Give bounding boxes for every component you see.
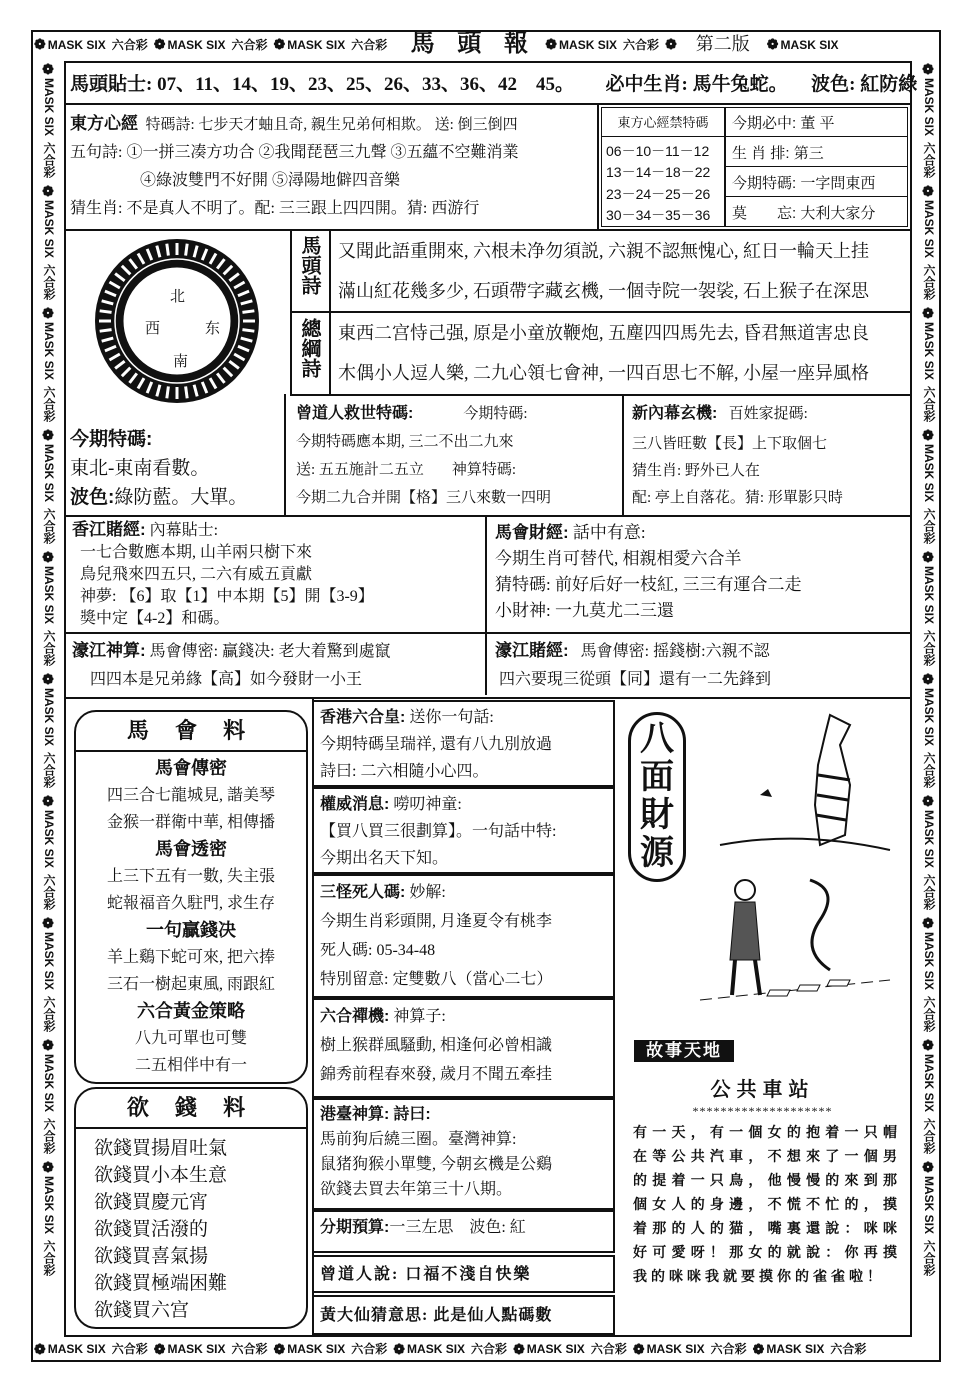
flower-icon: ❁: [632, 1341, 645, 1357]
gangtai-shensuan: [312, 1098, 615, 1210]
mid-line: 今期出名天下知。: [320, 850, 449, 867]
dongfang-title: 東方心經: [70, 114, 138, 133]
dongfang-label: 五句詩:: [70, 144, 123, 161]
divider: [725, 166, 908, 167]
info-label: 生 肖 排:: [732, 145, 790, 162]
mid-line: 欲錢去買去年第三十八期。: [320, 1181, 513, 1198]
divider: [725, 136, 908, 137]
flower-icon: ❁: [41, 794, 57, 811]
mahui-caijing-line: 小財神: 一九莫尤二三還: [495, 601, 674, 620]
xiangjiang-line: 鳥兒飛來四五只, 二六有威五貢獻: [80, 566, 313, 583]
flower-icon: ❁: [921, 672, 937, 689]
ribbon-brand: MASK SIX: [42, 1176, 56, 1235]
info-row: [732, 172, 875, 193]
ribbon-lottery: 六合彩: [231, 1342, 268, 1356]
ribbon-brand: MASK SIX: [646, 1342, 705, 1356]
divider: [601, 136, 725, 137]
ribbon-brand: MASK SIX: [42, 200, 56, 259]
mid-subtitle: 妙解:: [409, 884, 446, 901]
ribbon-lottery: 六合彩: [42, 142, 56, 179]
xiangjiang-subtitle: 內幕貼士:: [149, 522, 219, 539]
section-line: 金猴一群衛中華, 相傳播: [106, 814, 275, 831]
ribbon-brand: MASK SIX: [42, 322, 56, 381]
info-value: 一字問東西: [800, 175, 876, 192]
flower-icon: ❁: [34, 35, 46, 52]
mid-title: 三怪死人碼:: [320, 884, 406, 901]
liuhe-chanji: [312, 998, 615, 1098]
banned-table-header: 東方心經禁特碼: [617, 115, 709, 130]
saying: 黃大仙猜意思: 此是仙人點碼數: [320, 1307, 553, 1324]
yuqian-liao-title: 欲 錢 料: [76, 1089, 306, 1129]
xinneimu-title: 新內幕玄機:: [632, 405, 718, 422]
masthead-char: 報: [503, 31, 528, 57]
ribbon-brand: MASK SIX: [42, 444, 56, 503]
flower-icon: ❁: [153, 35, 166, 52]
compass-tick: [186, 386, 188, 398]
xiangjiang-line: 一七合數應本期, 山羊兩只樹下來: [80, 544, 313, 561]
saying: 曾道人說: 口福不淺自快樂: [320, 1266, 532, 1283]
top-tips: [70, 72, 917, 98]
poem-line: 木偶小人逗人樂, 二九心領七會神, 一四百思七不解, 小屋一座异風格: [338, 363, 869, 383]
ribbon-lottery: 六合彩: [231, 37, 268, 52]
logo-char: 財: [640, 797, 674, 834]
zonggang-poem: [332, 313, 869, 393]
bamian-caiyuan-logo: [628, 712, 686, 882]
masthead: [399, 31, 539, 57]
divider: [290, 394, 912, 396]
quanwei-xiaoxi: [312, 787, 615, 874]
mid-line: 鼠猪狗猴小單雙, 今朝玄機是公鷄: [320, 1156, 553, 1173]
haojiang-shensuan-line: 四四本是兄弟緣【高】如今發財一小王: [90, 671, 363, 688]
xinneimu-line: 三八皆旺數【長】上下取個七: [632, 436, 828, 452]
mahui-caijing-section: [495, 520, 801, 624]
ribbon-brand: MASK SIX: [42, 78, 56, 137]
xiangjiang-line: 神夢: 【6】取【1】中本期【5】開【3-9】: [80, 588, 374, 605]
ribbon-brand: MASK SIX: [42, 566, 56, 625]
ribbon-brand: MASK SIX: [42, 810, 56, 869]
mid-line: 特別留意: 定雙數八（當心二七）: [320, 971, 553, 988]
mid-title: 港臺神算:: [320, 1106, 390, 1123]
flower-icon: ❁: [921, 794, 937, 811]
info-value: 董 平: [800, 115, 835, 132]
haojiang-dujing: [495, 637, 771, 694]
color-value: 紅防綠: [860, 74, 918, 95]
flower-icon: ❁: [921, 1038, 937, 1055]
man-illustration: [660, 860, 900, 1020]
story-title: 公共車站: [710, 1079, 815, 1101]
ribbon-brand: MASK SIX: [922, 200, 936, 259]
info-row: [732, 112, 835, 133]
flower-icon: ❁: [665, 35, 677, 52]
flower-icon: ❁: [921, 1160, 937, 1177]
ribbon-lottery: 六合彩: [42, 630, 56, 667]
banned-row: 06－10－11－12: [606, 143, 710, 159]
story-tag: 故事天地: [634, 1040, 734, 1062]
ribbon-lottery: 六合彩: [111, 1342, 148, 1356]
section-line: 四三合七龍城見, 諧美琴: [106, 787, 275, 804]
compass-tick: [167, 386, 169, 398]
flower-icon: ❁: [513, 1341, 525, 1357]
mid-line: 死人碼: 05-34-48: [320, 942, 436, 959]
mid-line: 詩曰: 二六相隨小心四。: [320, 763, 489, 780]
haojiang-shensuan-text: 馬會傳密: 贏錢决: 老大着驚到處竄: [149, 643, 391, 660]
flower-icon: ❁: [41, 62, 57, 78]
ribbon-lottery: 六合彩: [42, 1118, 56, 1155]
flower-icon: ❁: [41, 550, 57, 567]
ribbon-lottery: 六合彩: [922, 752, 936, 789]
tips-numbers: 07、11、14、19、23、25、26、33、36、42 45。: [157, 74, 575, 95]
divider: [597, 103, 599, 230]
flower-icon: ❁: [153, 1341, 166, 1357]
ribbon-brand: MASK SIX: [42, 932, 56, 991]
haojiang-shensuan: [72, 637, 391, 694]
dongfang-line: 特碼詩: 七步天才蚰且奇, 親生兄弟何相欺。 送: 倒三倒四: [145, 117, 518, 133]
ribbon-lottery: 六合彩: [922, 1240, 936, 1277]
ribbon-brand: MASK SIX: [922, 688, 936, 747]
fenqi-yusuan: [312, 1210, 615, 1253]
divider: [725, 196, 908, 197]
ribbon-brand: MASK SIX: [559, 37, 618, 52]
story-text: 有一天，有一個女的抱着一只帽在等公共汽車，不想來了一個男的提着一只鳥，他慢慢的來到那個女人的身邊，不慌不忙的，摸着那的人的猫，嘴裏還說：咪咪好可愛呀！那女的就說：你再摸我的咪咪我就要摸你的雀雀啦！: [633, 1126, 901, 1285]
ribbon-lottery: 六合彩: [922, 386, 936, 423]
ribbon-brand: MASK SIX: [287, 37, 346, 52]
mahui-caijing-subtitle: 話中有意:: [572, 523, 646, 542]
ribbon-brand: MASK SIX: [922, 322, 936, 381]
xiangjiang-section: [72, 519, 374, 630]
poem-line: 滿山紅花幾多少, 石頭帶字藏玄機, 一個寺院一袈裟, 石上猴子在深思: [338, 281, 869, 301]
mid-subtitle: 嘮叨神童:: [393, 796, 462, 813]
ribbon-brand: MASK SIX: [42, 688, 56, 747]
section-line: 二五相伴中有一: [134, 1057, 247, 1074]
ribbon-brand: MASK SIX: [922, 444, 936, 503]
section-line: 八九可單也可雙: [134, 1030, 247, 1047]
ribbon-lottery: 六合彩: [42, 874, 56, 911]
ribbon-lottery: 六合彩: [590, 1342, 627, 1356]
ribbon-lottery: 六合彩: [710, 1342, 747, 1356]
mid-subtitle: 神算子:: [393, 1008, 446, 1025]
color-label: 波色:: [811, 74, 856, 95]
matou-poem: [332, 231, 869, 311]
ribbon-lottery: 六合彩: [42, 996, 56, 1033]
mid-line: 馬前狗后繞三圈。臺灣神算:: [320, 1131, 517, 1148]
ribbon-brand: MASK SIX: [526, 1342, 585, 1356]
ribbon-brand: MASK SIX: [167, 1342, 226, 1356]
zengdaoren-line: 今期特碼應本期, 三二不出二九來: [296, 434, 514, 450]
yuqian-line: 欲錢買極端困難: [94, 1273, 228, 1294]
yuqian-line: 欲錢買六宫: [94, 1300, 190, 1321]
mahui-caijing-line: 今期生肖可替代, 相親相愛六合羊: [495, 549, 742, 568]
right-ribbon: [914, 62, 936, 1282]
edition-label: 第二版: [695, 34, 750, 54]
divider: [284, 394, 286, 516]
divider: [64, 632, 912, 634]
compass-west: 西: [145, 321, 161, 337]
dongfang-line: ④綠波雙門不好開 ⑤潯陽地僻四音樂: [140, 172, 401, 189]
this-issue-color-label: 波色:: [70, 487, 115, 508]
info-value: 第三: [793, 145, 824, 162]
compass-tick: [167, 244, 169, 256]
info-label: 今期必中:: [732, 115, 797, 132]
ribbon-lottery: 六合彩: [922, 1118, 936, 1155]
ribbon-brand: MASK SIX: [167, 37, 226, 52]
mid-line: 今期特碼呈瑞祥, 還有八九別放過: [320, 736, 553, 753]
this-issue-title: 今期特碼:: [70, 429, 153, 450]
info-row: [732, 202, 875, 223]
mid-subtitle: 送你一句話:: [409, 709, 494, 726]
ribbon-brand: MASK SIX: [922, 810, 936, 869]
this-issue-line: 東北-東南看數。: [70, 458, 210, 479]
ribbon-brand: MASK SIX: [922, 566, 936, 625]
section-heading: 一句贏錢决: [146, 920, 236, 940]
ribbon-lottery: 六合彩: [42, 752, 56, 789]
flower-icon: ❁: [41, 1160, 57, 1177]
flower-icon: ❁: [545, 35, 558, 52]
story-stars: ********************: [692, 1104, 833, 1118]
poem-label: 馬頭詩: [298, 235, 320, 295]
section-line: 羊上鷄下蛇可來, 把六捧: [106, 949, 275, 966]
xinneimu-line: 配: 亭上自落花。猜: 形單影只時: [632, 490, 843, 506]
ribbon-lottery: 六合彩: [42, 386, 56, 423]
yuqian-liao-box: [74, 1087, 308, 1329]
dongfang-line: 猜生肖: 不是真人不明了。配: 三三跟上四四開。猜: 西游行: [70, 200, 480, 217]
zodiac-label: 必中生肖:: [605, 74, 688, 95]
flower-icon: ❁: [41, 1038, 57, 1055]
mid-title: 分期預算:: [320, 1219, 390, 1236]
compass-tick: [242, 330, 254, 332]
ribbon-brand: MASK SIX: [922, 78, 936, 137]
ribbon-brand: MASK SIX: [287, 1342, 346, 1356]
ribbon-lottery: 六合彩: [922, 142, 936, 179]
haojiang-dujing-text: 馬會傳密: 摇錢樹:六親不認: [580, 643, 770, 660]
zengdaoren-line: 送: 五五施計二五立: [296, 462, 424, 478]
divider: [64, 103, 912, 105]
mid-title: 六合禪機:: [320, 1008, 390, 1025]
xiangjiang-line: 獎中定【4-2】和碼。: [80, 610, 230, 627]
flower-icon: ❁: [921, 184, 937, 201]
ribbon-lottery: 六合彩: [922, 996, 936, 1033]
mid-subtitle: 詩曰:: [393, 1106, 431, 1123]
info-label: 今期特碼:: [732, 175, 797, 192]
yuqian-line: 欲錢買喜氣揚: [94, 1246, 209, 1267]
compass-east: 东: [205, 321, 221, 337]
compass-wheel: [82, 236, 272, 406]
compass-tick: [242, 311, 254, 313]
xiangjiang-title: 香江賭經:: [72, 520, 146, 539]
flower-icon: ❁: [921, 62, 937, 78]
section-line: 三石一樹起東風, 雨跟紅: [106, 976, 275, 993]
flower-icon: ❁: [41, 672, 57, 689]
ribbon-lottery: 六合彩: [351, 37, 388, 52]
haojiang-dujing-title: 濠江賭經:: [495, 641, 569, 660]
zengdaoren-section: [296, 400, 551, 512]
mid-line: 樹上猴群風騷動, 相逢何必曾相識: [320, 1037, 553, 1054]
poem-label: 總綱詩: [298, 318, 320, 378]
mid-line: 錦秀前程春來發, 歲月不聞五牽挂: [320, 1066, 553, 1083]
yuqian-line: 欲錢買慶元宵: [94, 1192, 209, 1213]
mid-title: 香港六合皇:: [320, 709, 406, 726]
compass-north: 北: [170, 289, 186, 305]
section-heading: 馬會傳密: [155, 758, 227, 778]
ribbon-brand: MASK SIX: [922, 1054, 936, 1113]
flower-icon: ❁: [273, 35, 286, 52]
zengdaoren-subtitle: 今期特碼:: [463, 406, 528, 422]
compass-south: 南: [173, 354, 189, 370]
haojiang-shensuan-title: 濠江神算:: [72, 641, 146, 660]
mid-subtitle: 一三左思 波色: 紅: [389, 1219, 526, 1236]
logo-char: 八: [640, 721, 674, 758]
tips-label: 馬頭貼士:: [70, 74, 153, 95]
section-heading: 六合黃金策略: [137, 1001, 245, 1021]
xinneimu-subtitle: 百姓家捉碼:: [728, 406, 808, 422]
info-label: 莫 忘:: [732, 205, 797, 222]
mahui-caijing-title: 馬會財經:: [495, 523, 569, 542]
flower-icon: ❁: [41, 428, 57, 445]
zengdaoren-title: 曾道人救世特碼:: [296, 405, 414, 422]
haojiang-dujing-line: 四六要現三從頭【同】還有一二先鋒到: [499, 671, 772, 688]
ribbon-lottery: 六合彩: [922, 874, 936, 911]
ribbon-brand: MASK SIX: [42, 1054, 56, 1113]
logo-char: 面: [640, 759, 674, 796]
section-line: 上三下五有一數, 失主張: [106, 868, 275, 885]
ribbon-lottery: 六合彩: [42, 508, 56, 545]
dongfang-line: ①一拼三凑方功合 ②我聞琵琶三九聲 ③五蘊不空難消業: [126, 144, 519, 161]
xinneimu-section: [632, 400, 843, 512]
poem-line: 又聞此語重開來, 六根未净勿須説, 六親不認無愧心, 紅日一輪天上挂: [338, 241, 869, 261]
yuqian-line: 欲錢買揚眉吐氣: [94, 1138, 228, 1159]
ribbon-lottery: 六合彩: [922, 508, 936, 545]
ribbon-segment: [34, 37, 393, 52]
saying-huangdaxian: [312, 1295, 615, 1335]
this-issue: [70, 425, 247, 512]
zengdaoren-line: 神算特碼:: [451, 462, 517, 478]
ribbon-lottery: 六合彩: [42, 264, 56, 301]
ribbon-lottery: 六合彩: [351, 1342, 388, 1356]
ribbon-segment: [545, 37, 679, 52]
ribbon-lottery: 六合彩: [471, 1342, 508, 1356]
flower-icon: ❁: [921, 306, 937, 323]
mahui-caijing-line: 猜特碼: 前好后好一枝紅, 三三有運合二走: [495, 575, 802, 594]
compass-tick: [100, 311, 112, 313]
tree-illustration: [700, 705, 900, 855]
ribbon-brand: MASK SIX: [47, 1342, 106, 1356]
flower-icon: ❁: [41, 916, 57, 933]
ribbon-lottery: 六合彩: [111, 37, 148, 52]
ribbon-lottery: 六合彩: [922, 630, 936, 667]
ribbon-lottery: 六合彩: [830, 1342, 867, 1356]
flower-icon: ❁: [273, 1341, 286, 1357]
mahui-liao-title: 馬 會 料: [76, 712, 306, 752]
section-heading: 馬會透密: [155, 839, 227, 859]
ribbon-brand: MASK SIX: [780, 37, 839, 52]
yuqian-line: 欲錢買小本生意: [94, 1165, 228, 1186]
masthead-char: 馬: [410, 31, 435, 57]
flower-icon: ❁: [41, 306, 57, 323]
flower-icon: ❁: [752, 1341, 765, 1357]
ribbon-brand: MASK SIX: [922, 932, 936, 991]
mahui-liao-box: [74, 710, 308, 1084]
flower-icon: ❁: [921, 550, 937, 567]
mid-line: 今期生肖彩頭開, 月逢夏令有桃李: [320, 913, 553, 930]
banned-row: 23－24－25－26: [606, 186, 711, 202]
banned-row: 30－34－35－36: [606, 207, 711, 223]
ribbon-lottery: 六合彩: [42, 1240, 56, 1277]
saying-zengdaoren: [312, 1255, 615, 1293]
ribbon-lottery: 六合彩: [623, 37, 660, 52]
mid-line: 【買八買三很劃算】。一句話中特:: [320, 823, 557, 840]
info-row: [732, 142, 824, 163]
flower-icon: ❁: [41, 184, 57, 201]
ribbon-brand: MASK SIX: [47, 37, 106, 52]
zodiac-value: 馬牛兔蛇。: [692, 74, 788, 95]
divider: [64, 515, 912, 517]
compass-tick: [100, 330, 112, 332]
xinneimu-line: 猜生肖: 野外已人在: [632, 463, 760, 479]
flower-icon: ❁: [34, 1341, 46, 1357]
banned-row: 13－14－18－22: [606, 164, 711, 180]
mid-title: 權威消息:: [320, 796, 390, 813]
divider: [622, 394, 624, 516]
flower-icon: ❁: [921, 916, 937, 933]
dongfang-section: [70, 110, 518, 223]
section-line: 蛇報福音久駐門, 求生存: [106, 895, 275, 912]
bottom-ribbon: [34, 1337, 938, 1361]
sanguai-sirenma: [312, 874, 615, 998]
compass-tick: [186, 244, 188, 256]
zengdaoren-line: 今期二九合并開【格】三八來數一四明: [296, 490, 552, 506]
ribbon-brand: MASK SIX: [407, 1342, 466, 1356]
flower-icon: ❁: [393, 1341, 406, 1357]
left-ribbon: [34, 62, 56, 1282]
poem-line: 東西二宫恃己强, 原是小童放鞭炮, 五塵四四馬先去, 昏君無道害忠良: [338, 323, 869, 343]
logo-char: 源: [640, 835, 674, 872]
ribbon-lottery: 六合彩: [922, 264, 936, 301]
flower-icon: ❁: [766, 35, 779, 52]
divider: [64, 697, 912, 699]
ribbon-brand: MASK SIX: [922, 1176, 936, 1235]
ribbon-segment: [767, 37, 845, 52]
yuqian-line: 欲錢買活潑的: [94, 1219, 209, 1240]
xianggang-liuhehuang: [312, 700, 615, 787]
ribbon-brand: MASK SIX: [766, 1342, 825, 1356]
this-issue-color: 綠防藍。大單。: [114, 487, 248, 508]
divider: [485, 515, 487, 695]
info-value: 大利大家分: [800, 205, 876, 222]
flower-icon: ❁: [921, 428, 937, 445]
masthead-char: 頭: [457, 31, 482, 57]
top-ribbon: [34, 32, 938, 56]
